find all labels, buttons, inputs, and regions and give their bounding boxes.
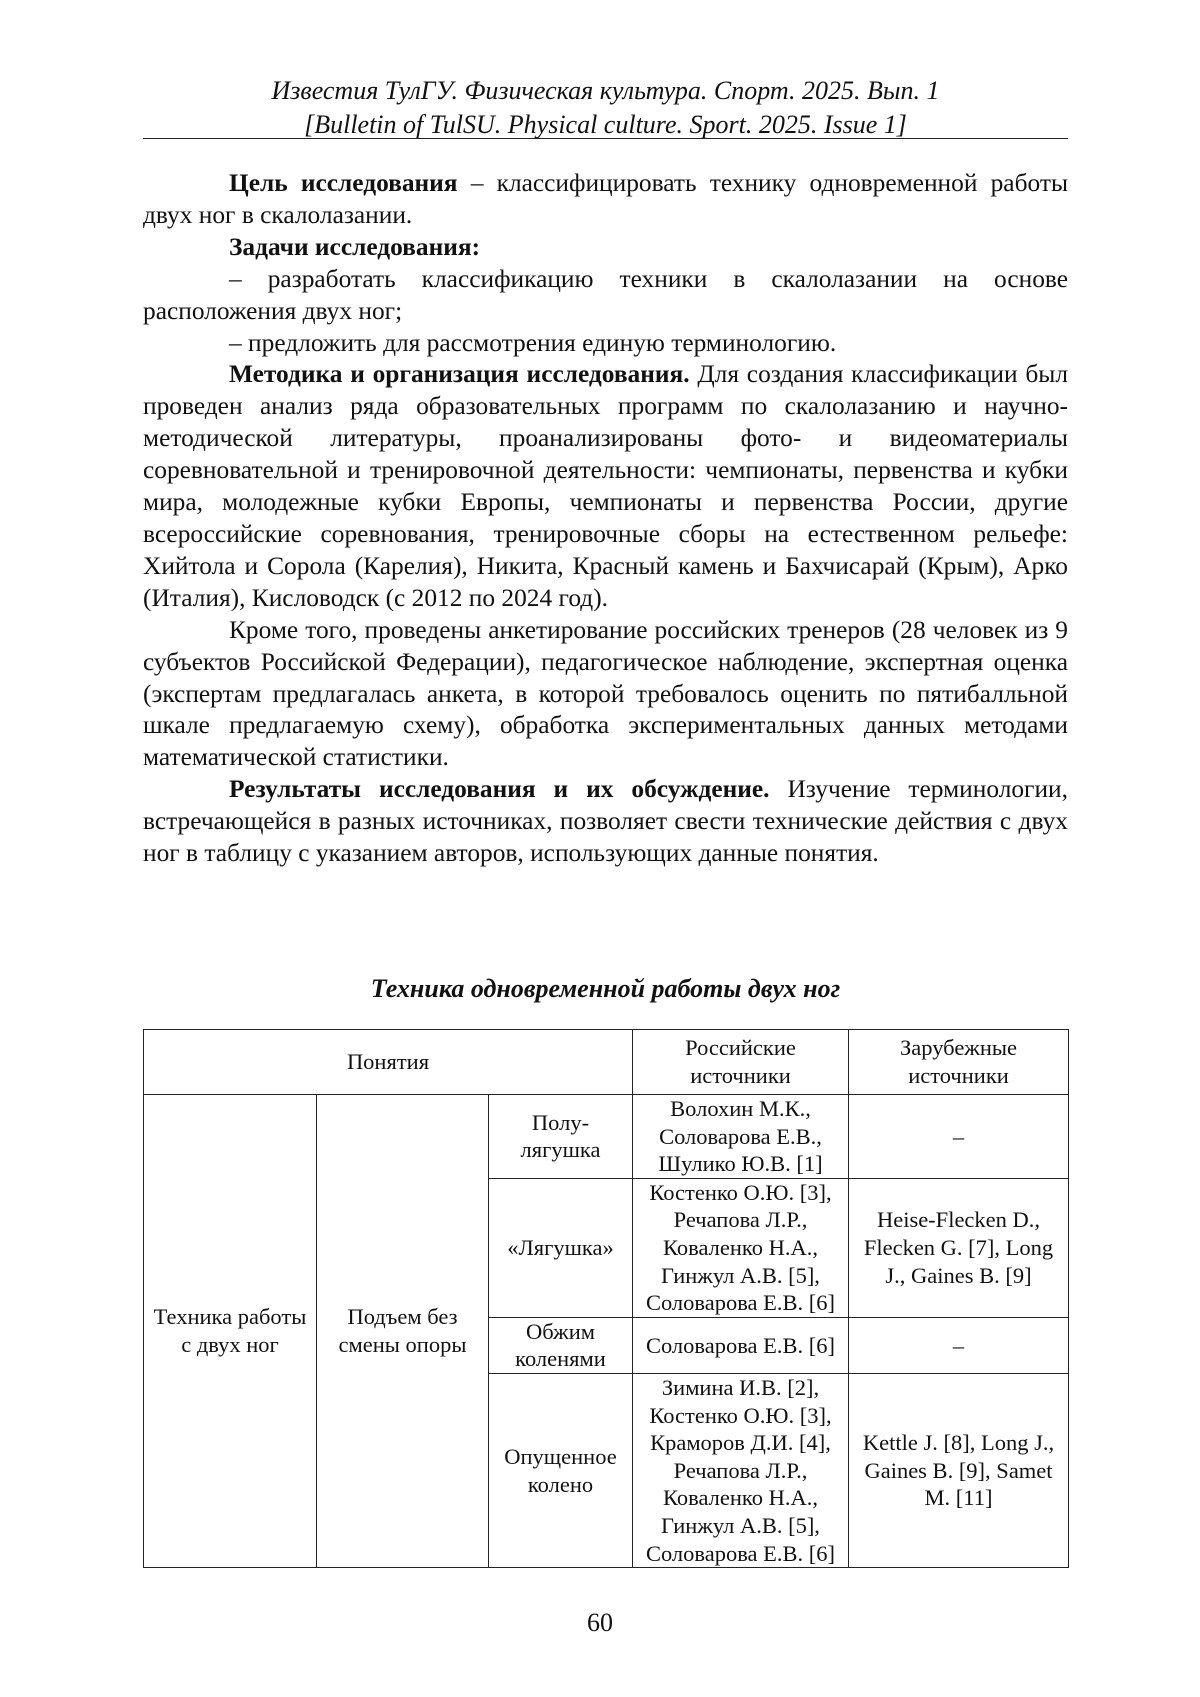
results-label: Результаты исследования и их обсуждение. [229,775,770,803]
running-header-en: [Bulletin of TulSU. Physical culture. Sport. 2025. Issue 1] [143,108,1068,142]
running-header [143,74,1068,142]
russian-cell: Зимина И.В. [2], Костенко О.Ю. [3], Краморов Д.И. [4], Речапова Л.Р., Коваленко Н.А., Гинжул А.В. [5], Соловарова Е.В. [6] [633,1373,849,1567]
russian-cell: Костенко О.Ю. [3], Речапова Л.Р., Коваленко Н.А., Гинжул А.В. [5], Соловарова Е.В. [6] [633,1178,849,1317]
method-paragraph [143,359,1068,614]
method-label: Методика и организация исследования. [229,360,690,388]
russian-cell: Соловарова Е.В. [6] [633,1317,849,1373]
tasks-heading: Задачи исследования: [143,232,1068,264]
term-cell: «Лягушка» [489,1178,633,1317]
techniques-table [143,1029,1069,1568]
foreign-cell: – [849,1095,1069,1179]
header-russian-sources: Российские источники [633,1030,849,1095]
besides-paragraph: Кроме того, проведены анкетирование российских тренеров (28 человек из 9 субъектов Российской Федерации), педагогическое наблюдение, экспертная оценка (экспертам предлагалась анкета, в которой требовалось оценить по пятибалльной шкале предлагаемую схему), обработка экспериментальных данных методами математической статистики. [143,615,1068,775]
term-cell: Опущенное колено [489,1373,633,1567]
subgroup-cell: Подъем без смены опоры [317,1095,489,1568]
running-header-ru: Известия ТулГУ. Физическая культура. Спорт. 2025. Вып. 1 [143,74,1068,108]
method-text: Для создания классификации был проведен анализ ряда образовательных программ по скалолазанию и научно-методической литературы, проанализированы фото- и видеоматериалы соревновательной и тренировочной деятельности: чемпионаты, первенства и кубки мира, молодежные кубки Европы, чемпионаты и первенства России, другие всероссийские соревнования, тренировочные сборы на естественном рельефе: Хийтола и Сорола (Карелия), Никита, Красный камень и Бахчисарай (Крым), Арко (Италия), Кисловодск (с 2012 по 2024 год). [143,360,1068,611]
foreign-cell: Kettle J. [8], Long J., Gaines B. [9], Samet M. [11] [849,1373,1069,1567]
group-cell: Техника работы с двух ног [144,1095,317,1568]
foreign-cell: Heise-Flecken D., Flecken G. [7], Long J., Gaines B. [9] [849,1178,1069,1317]
table-header-row [144,1030,1069,1095]
goal-text: – классифицировать технику одновременной работы двух ног в скалолазании. [143,169,1068,229]
table-caption: Техника одновременной работы двух ног [143,973,1068,1005]
results-text: Изучение терминологии, встречающейся в разных источниках, позволяет свести технические действия с двух ног в таблицу с указанием авторов, использующих данные понятия. [143,775,1068,867]
task-item-1: – разработать классификацию техники в скалолазании на основе расположения двух ног; [143,264,1068,328]
table-row [144,1095,1069,1179]
foreign-cell: – [849,1317,1069,1373]
goal-label: Цель исследования [229,169,458,197]
article-body [143,168,1068,870]
russian-cell: Волохин М.К., Соловарова Е.В., Шулико Ю.В. [1] [633,1095,849,1179]
header-concepts: Понятия [144,1030,633,1095]
goal-paragraph [143,168,1068,232]
results-paragraph [143,774,1068,870]
task-item-2: – предложить для рассмотрения единую терминологию. [143,328,1068,360]
term-cell: Обжим коленями [489,1317,633,1373]
header-foreign-sources: Зарубежные источники [849,1030,1069,1095]
header-rule [143,138,1068,139]
term-cell: Полу-лягушка [489,1095,633,1179]
page-number: 60 [0,1608,1200,1638]
